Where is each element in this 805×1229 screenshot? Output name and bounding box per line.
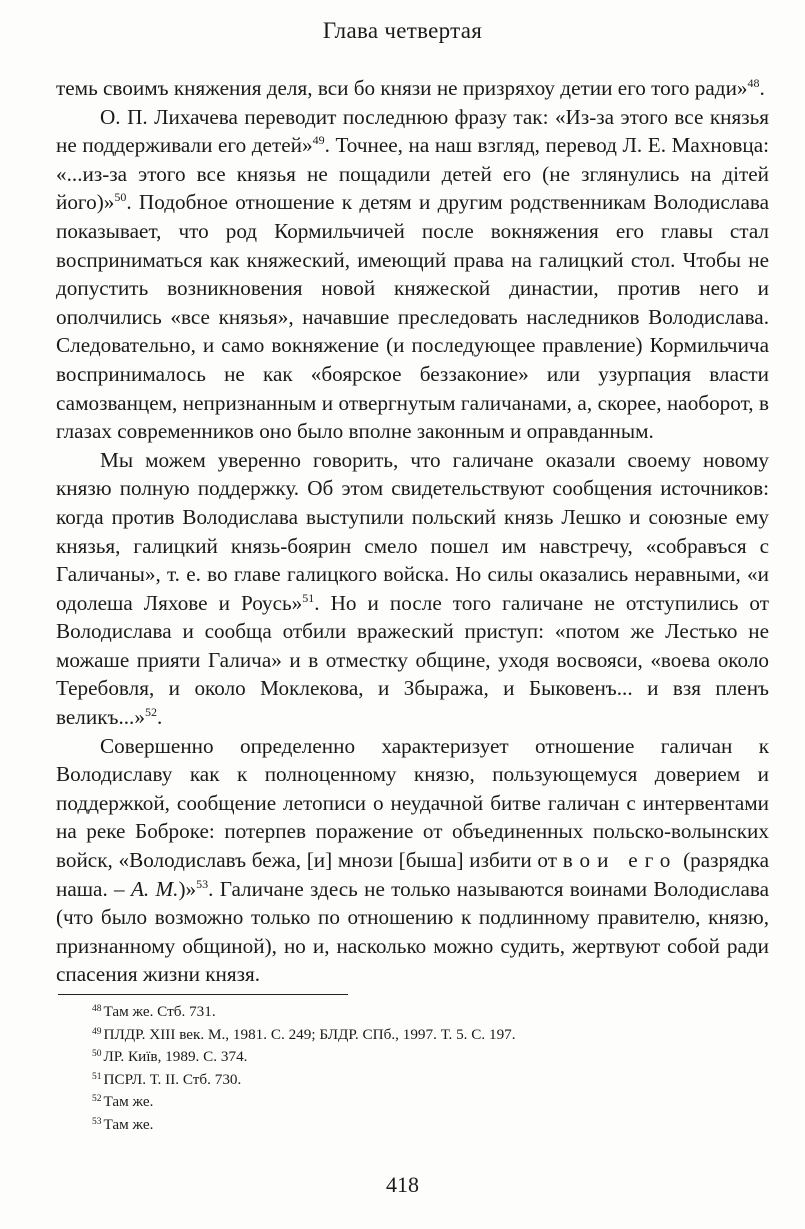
paragraph-3: [56, 446, 769, 732]
footnote-number: 48: [92, 1004, 102, 1014]
running-title: Глава четвертая: [322, 18, 483, 43]
paragraph-text: )»: [178, 876, 197, 901]
footnote-number: 51: [92, 1071, 102, 1082]
footnote-item: [92, 1069, 712, 1092]
footnote-text: Там же. Стб. 731.: [103, 1003, 216, 1020]
paragraph-4: [56, 732, 769, 989]
paragraph-text: . Подобное отношение к детям и другим родственникам Володислава показывает, что род Кормильчичей после вокняжения его главы стал восприниматься как княжеский, имеющий права на галицкий стол. Чтобы не допустить возникновения новой княжеской династии, против него и ополчились «все князья», начавшие преследовать наследников Володислава. Следовательно, и само вокняжение (и последующее правление) Кормильчича воспринималось не как «боярское беззаконие» или узурпация власти самозванцем, непризнанным и отвергнутым галичанами, а, скорее, наоборот, в глазах современников оно было вполне законным и оправданным.: [56, 190, 769, 444]
footnote-item: [92, 1114, 712, 1137]
paragraph-text: . Точнее, на наш взгляд, перевод Л. Е. Махновца: «...из-за этого все князья не пощадили детей его (не зглянулись на дітей його)»: [56, 133, 769, 215]
paragraph-text: .: [156, 705, 163, 730]
footnote-ref-52[interactable]: 52: [144, 705, 157, 720]
footnote-text: Там же.: [103, 1115, 154, 1133]
paragraph-text: . Галичане здесь не только называются воинами Володислава (что было возможно только по отношению к подлинному правителю, князю, признанному общиной), но и, насколько можно судить, жертвуют собой ради спасения жизни князя.: [56, 876, 770, 987]
paragraph-text: .: [759, 76, 765, 100]
main-text: [56, 74, 769, 989]
paragraph-text: темь своимъ княжения деля, вси бо князи не призряхоу детии его того ради»: [56, 76, 748, 100]
footnote-item: [92, 1001, 712, 1024]
author-initials: А. М.: [130, 876, 179, 901]
paragraph-text: О. П. Лихачева переводит последнюю фразу так: «Из-за этого все князья не поддерживали его детей»: [56, 104, 769, 158]
footnote-ref-51[interactable]: 51: [302, 590, 315, 605]
footnote-text: Там же.: [103, 1093, 154, 1111]
footnotes-list: [92, 1001, 712, 1137]
paragraph-2: [56, 103, 769, 446]
footnote-ref-53[interactable]: 53: [196, 876, 209, 891]
footnote-ref-49[interactable]: 49: [312, 133, 325, 148]
footnote-item: [92, 1046, 712, 1069]
footnote-number: 50: [92, 1049, 102, 1060]
footnote-text: ПЛДР. XIII век. М., 1981. С. 249; БЛДР. СПб., 1997. Т. 5. С. 197.: [103, 1025, 516, 1043]
footnote-ref-50[interactable]: 50: [114, 190, 127, 205]
footnote-number: 53: [92, 1116, 102, 1127]
page-number: 418: [386, 1172, 419, 1197]
paragraph-text: Совершенно определенно характеризует отношение галичан к Володиславу как к полноценному князю, пользующемуся доверием и поддержкой, сообщение летописи о неудачной битве галичан с интервентами на реке Боброке: потерпев поражение от объединенных польско-волынских войск, «Володиславъ бежа, [и] мнози [быша] избити от: [56, 733, 769, 873]
footnote-ref-48[interactable]: 48: [747, 76, 760, 90]
footnote-divider: [58, 994, 348, 995]
paragraph-1: [56, 74, 769, 103]
spaced-emphasis: вои его: [562, 848, 678, 873]
footnote-number: 52: [92, 1094, 102, 1105]
paragraph-text: . Но и после того галичане не отступились от Володислава и сообща отбили вражеский приступ: «потом же Лестько не можаше прияти Галича» и в отместку общине, уходя восвояси, «воева около Теребовля, и около Моклекова, и Збыража, и Быковенъ... и взя пленъ великъ...»: [56, 590, 769, 730]
footnote-item: [92, 1024, 712, 1047]
footnote-number: 49: [92, 1026, 102, 1037]
paragraph-text: (разрядка наша. –: [56, 848, 770, 901]
paragraph-text: Мы можем уверенно говорить, что галичане оказали своему новому князю полную поддержку. Об этом свидетельствуют сообщения источников: когда против Володислава выступили польский князь Лешко и союзные ему князья, галицкий князь-боярин смело пошел им навстречу, «собравъся с Галичаны», т. е. во главе галицкого войска. Но силы оказались неравными, «и одолеша Ляхове и Роусь»: [56, 447, 769, 615]
footnote-item: [92, 1091, 712, 1114]
footnote-text: ЛР. Київ, 1989. С. 374.: [103, 1048, 248, 1066]
footnote-text: ПСРЛ. Т. II. Стб. 730.: [103, 1070, 242, 1088]
